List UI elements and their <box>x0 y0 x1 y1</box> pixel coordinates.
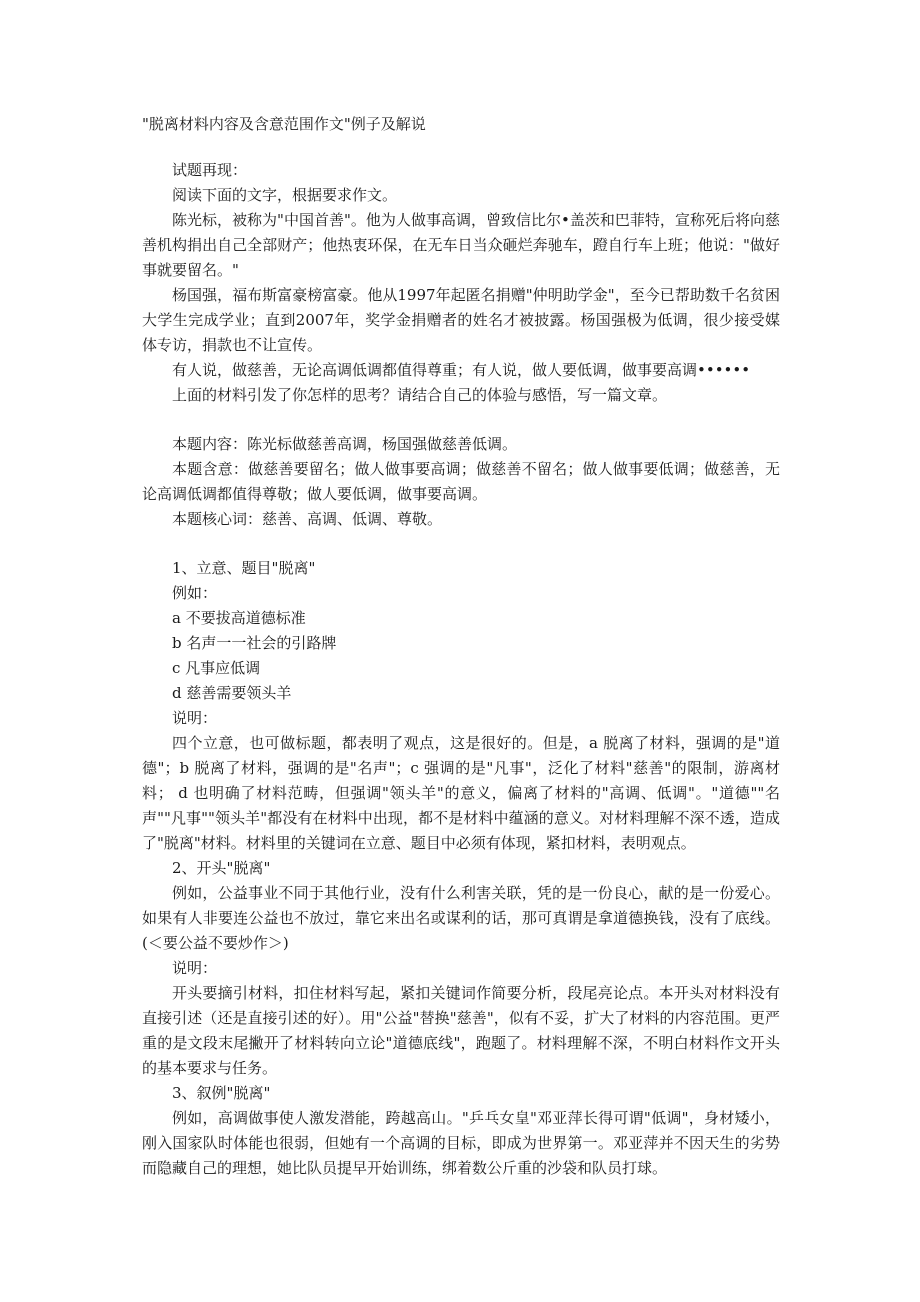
material-paragraph-opinions: 有人说，做慈善，无论高调低调都值得尊重；有人说，做人要低调，做事要高调•••••• <box>172 361 751 379</box>
example-label: 例如： <box>172 584 218 602</box>
example-heading-3: 3、叙例"脱离" <box>172 1084 271 1102</box>
section-gap <box>142 532 780 556</box>
list-item: a 不要拔高道德标准 <box>172 609 306 627</box>
material-paragraph-yang: 杨国强，福布斯富豪榜富豪。他从1997年起匿名捐赠"仲明助学金"，至今已帮助数千名贫困大学生完成学业；直到2007年，奖学金捐赠者的姓名才被披露。杨国强极为低调，很少接受媒体专访，捐款也不让宣传。 <box>142 286 780 354</box>
writing-prompt: 上面的材料引发了你怎样的思考？请结合自己的体验与感悟，写一篇文章。 <box>172 386 668 404</box>
document-title: "脱离材料内容及含意范围作文"例子及解说 <box>142 115 426 133</box>
example-heading-1: 1、立意、题目"脱离" <box>172 559 316 577</box>
analysis-keywords: 本题核心词：慈善、高调、低调、尊敬。 <box>172 510 443 528</box>
analysis-section <box>142 432 780 532</box>
section-gap <box>142 408 780 432</box>
explanation-paragraph-2: 开头要摘引材料，扣住材料写起，紧扣关键词作简要分析，段尾亮论点。本开头对材料没有直接引述（还是直接引述的好）。用"公益"替换"慈善"，似有不妥，扩大了材料的内容范围。更严重的是文段末尾撇开了材料转向立论"道德底线"，跑题了。材料理解不深，不明白材料作文开头的基本要求与任务。 <box>142 984 780 1077</box>
explanation-label: 说明： <box>172 709 218 727</box>
analysis-meaning: 本题含意：做慈善要留名；做人做事要高调；做慈善不留名；做人做事要低调；做慈善，无论高调低调都值得尊敬；做人要低调，做事要高调。 <box>142 460 780 503</box>
exam-section <box>142 158 780 408</box>
explanation-label: 说明： <box>172 959 218 977</box>
explanation-paragraph-1: 四个立意，也可做标题，都表明了观点，这是很好的。但是，a 脱离了材料，强调的是"道德"；b 脱离了材料，强调的是"名声"；c 强调的是"凡事"，泛化了材料"慈善"的限制，游离材料； d 也明确了材料范畴，但强调"领头羊"的意义，偏离了材料的"高调、低调"。"道德""名声""凡事""领头羊"都没有在材料中出现，都不是材料中蕴涵的意义。对材料理解不深不透，造成了"脱离"材料。材料里的关键词在立意、题目中必须有体现，紧扣材料，表明观点。 <box>142 734 780 852</box>
list-item: d 慈善需要领头羊 <box>172 684 292 702</box>
example-paragraph-2: 例如，公益事业不同于其他行业，没有什么利害关联，凭的是一份良心，献的是一份爱心。如果有人非要连公益也不放过，靠它来出名或谋利的话，那可真谓是拿道德换钱，没有了底线。(＜要公益不要炒作＞) <box>142 884 780 952</box>
list-item: b 名声一一社会的引路牌 <box>172 634 337 652</box>
examples-section <box>142 556 780 1181</box>
exam-heading: 试题再现： <box>172 161 248 179</box>
list-item: c 凡事应低调 <box>172 659 261 677</box>
analysis-content: 本题内容：陈光标做慈善高调，杨国强做慈善低调。 <box>172 435 518 453</box>
example-heading-2: 2、开头"脱离" <box>172 859 271 877</box>
example-paragraph-3: 例如，高调做事使人激发潜能，跨越高山。"乒乓女皇"邓亚萍长得可谓"低调"，身材矮小，刚入国家队时体能也很弱，但她有一个高调的目标，即成为世界第一。邓亚萍并不因天生的劣势而隐藏自己的理想，她比队员提早开始训练，绑着数公斤重的沙袋和队员打球。 <box>142 1109 780 1177</box>
material-paragraph-chen: 陈光标，被称为"中国首善"。他为人做事高调，曾致信比尔•盖茨和巴菲特，宣称死后将向慈善机构捐出自己全部财产；他热衷环保，在无车日当众砸烂奔驰车，蹬自行车上班；他说："做好事就要留名。" <box>142 211 780 279</box>
exam-instruction: 阅读下面的文字，根据要求作文。 <box>172 186 398 204</box>
